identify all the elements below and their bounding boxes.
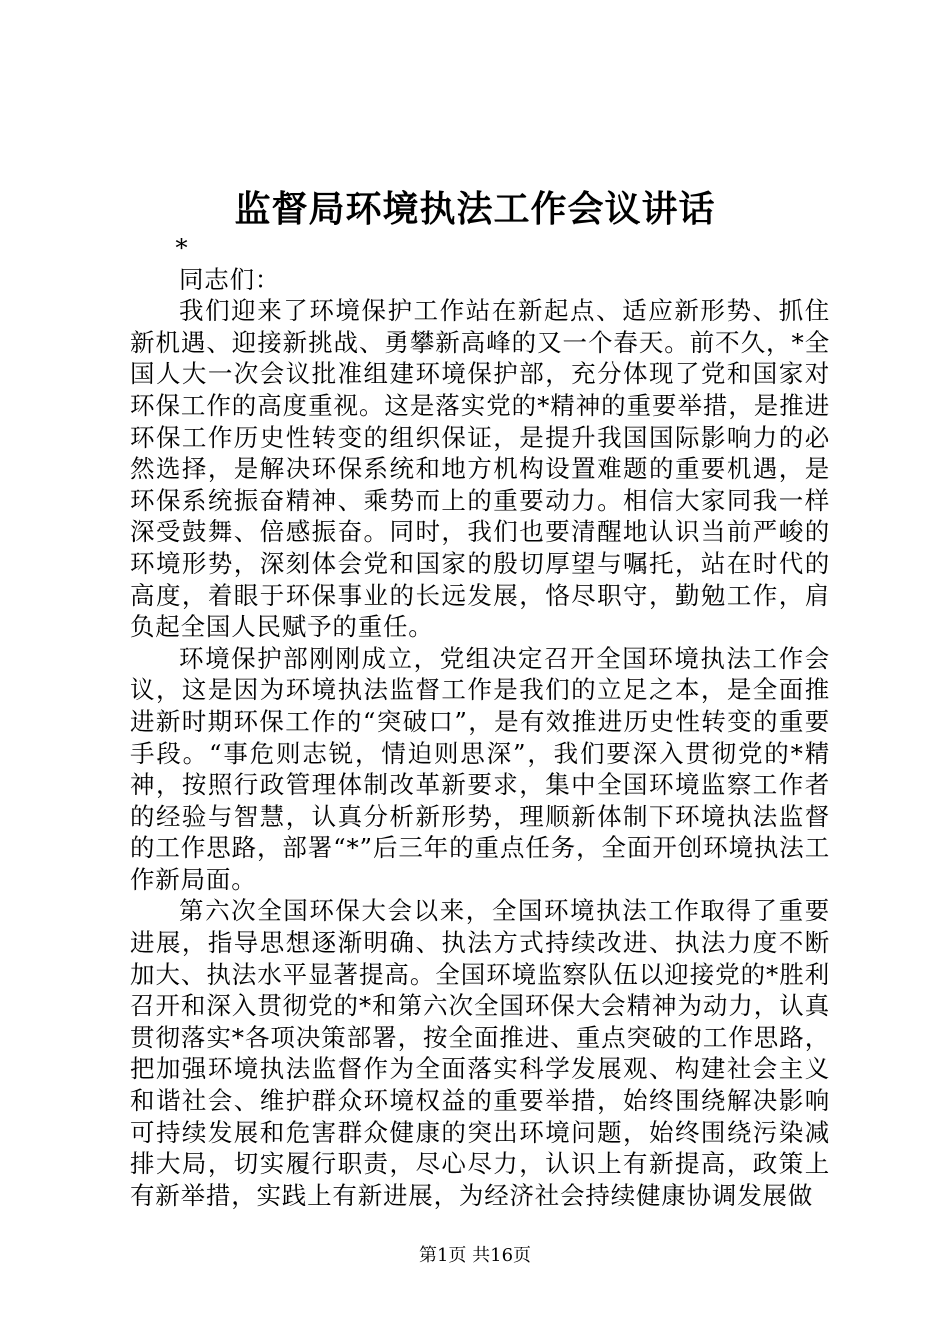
document-title: 监督局环境执法工作会议讲话 [234, 188, 716, 230]
paragraph-2: 环境保护部刚刚成立，党组决定召开全国环境执法工作会议，这是因为环境执法监督工作是我们的立足之本，是全面推进新时期环保工作的“突破口”，是有效推进历史性转变的重要手段。“事危则志锐，情迫则思深”，我们要深入贯彻党的*精神，按照行政管理体制改革新要求，集中全国环境监察工作者的经验与智慧，认真分析新形势，理顺新体制下环境执法监督的工作思路，部署“*”后三年的重点任务，全面开创环境执法工作新局面。 [130, 643, 830, 894]
document-body [130, 232, 830, 1211]
salutation: 同志们： [179, 264, 281, 294]
paragraph-3: 第六次全国环保大会以来，全国环境执法工作取得了重要进展，指导思想逐渐明确、执法方式持续改进、执法力度不断加大、执法水平显著提高。全国环境监察队伍以迎接党的*胜利召开和深入贯彻党的*和第六次全国环保大会精神为动力，认真贯彻落实*各项决策部署，按全面推进、重点突破的工作思路，把加强环境执法监督作为全面落实科学发展观、构建社会主义和谐社会、维护群众环境权益的重要举措，始终围绕解决影响可持续发展和危害群众健康的突出环境问题，始终围绕污染减排大局，切实履行职责，尽心尽力，认识上有新提高，政策上有新举措，实践上有新进展，为经济社会持续健康协调发展做 [130, 896, 830, 1210]
marker-line: * [175, 233, 189, 262]
page-number-footer: 第1页 共16页 [418, 1245, 532, 1266]
paragraph-1: 我们迎来了环境保护工作站在新起点、适应新形势、抓住新机遇、迎接新挑战、勇攀新高峰的又一个春天。前不久，*全国人大一次会议批准组建环境保护部，充分体现了党和国家对环保工作的高度重视。这是落实党的*精神的重要举措，是推进环保工作历史性转变的组织保证，是提升我国国际影响力的必然选择，是解决环保系统和地方机构设置难题的重要机遇，是环保系统振奋精神、乘势而上的重要动力。相信大家同我一样深受鼓舞、倍感振奋。同时，我们也要清醒地认识当前严峻的环境形势，深刻体会党和国家的殷切厚望与嘱托，站在时代的高度，着眼于环保事业的长远发展，恪尽职守，勤勉工作，肩负起全国人民赋予的重任。 [130, 296, 830, 642]
